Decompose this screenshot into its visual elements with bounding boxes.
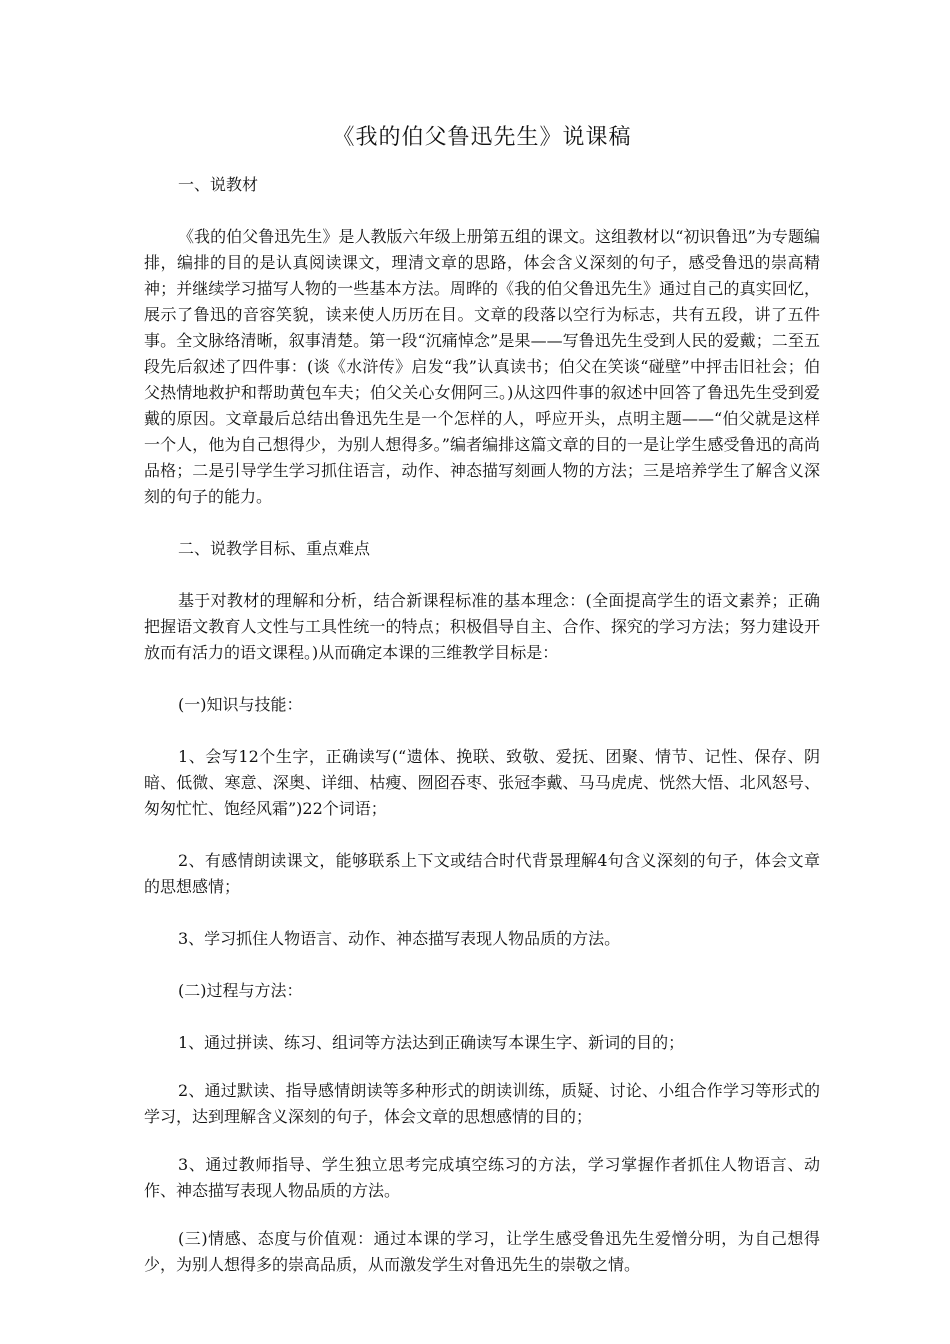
goal-heading-process: (二)过程与方法： (178, 981, 303, 1000)
goal-item: 1、通过拼读、练习、组词等方法达到正确读写本课生字、新词的目的； (178, 1033, 685, 1052)
section-heading-textbook: 一、说教材 (178, 175, 259, 194)
section-heading-goals: 二、说教学目标、重点难点 (178, 539, 371, 558)
goal-paragraph-values: (三)情感、态度与价值观：通过本课的学习，让学生感受鲁迅先生爱憎分明，为自己想得少，为别人想得多的崇高品质，从而激发学生对鲁迅先生的崇敬之情。 (144, 1229, 820, 1274)
goal-item: 3、通过教师指导、学生独立思考完成填空练习的方法，学习掌握作者抓住人物语言、动作、神态描写表现人物品质的方法。 (144, 1155, 820, 1200)
page-title: 《我的伯父鲁迅先生》说课稿 (332, 125, 632, 150)
goal-item: 2、有感情朗读课文，能够联系上下文或结合时代背景理解4句含义深刻的句子，体会文章的思想感情； (144, 851, 820, 896)
goal-heading-knowledge: (一)知识与技能： (178, 695, 303, 714)
section-paragraph-textbook: 《我的伯父鲁迅先生》是人教版六年级上册第五组的课文。这组教材以“初识鲁迅”为专题编排，编排的目的是认真阅读课文，理清文章的思路，体会含义深刻的句子，感受鲁迅的崇高精神；并继续学习描写人物的一些基本方法。周晔的《我的伯父鲁迅先生》通过自己的真实回忆，展示了鲁迅的音容笑貌，读来使人历历在目。文章的段落以空行为标志，共有五段，讲了五件事。全文脉络清晰，叙事清楚。第一段“沉痛悼念”是果——写鲁迅先生受到人民的爱戴；二至五段先后叙述了四件事：(谈《水浒传》启发“我”认真读书；伯父在笑谈“碰壁”中抨击旧社会；伯父热情地救护和帮助黄包车夫；伯父关心女佣阿三。)从这四件事的叙述中回答了鲁迅先生受到爱戴的原因。文章最后总结出鲁迅先生是一个怎样的人，呼应开头，点明主题——“伯父就是这样一个人，他为自己想得少，为别人想得多。”编者编排这篇文章的目的一是让学生感受鲁迅的高尚品格；二是引导学生学习抓住语言，动作、神态描写刻画人物的方法；三是培养学生了解含义深刻的句子的能力。 (144, 227, 820, 506)
goal-item: 3、学习抓住人物语言、动作、神态描写表现人物品质的方法。 (178, 929, 621, 948)
goal-item: 2、通过默读、指导感情朗读等多种形式的朗读训练，质疑、讨论、小组合作学习等形式的学习，达到理解含义深刻的句子，体会文章的思想感情的目的； (144, 1081, 820, 1126)
section-paragraph-goals: 基于对教材的理解和分析，结合新课程标准的基本理念：(全面提高学生的语文素养；正确把握语文教育人文性与工具性统一的特点；积极倡导自主、合作、探究的学习方法；努力建设开放而有活力的语文课程。)从而确定本课的三维教学目标是： (144, 591, 820, 662)
goal-item: 1、会写12个生字，正确读写(“遗体、挽联、致敬、爱抚、团聚、情节、记性、保存、阴暗、低微、寒意、深奥、详细、枯瘦、囫囵吞枣、张冠李戴、马马虎虎、恍然大悟、北风怒号、匆匆忙忙、饱经风霜”)22个词语； (144, 747, 820, 818)
